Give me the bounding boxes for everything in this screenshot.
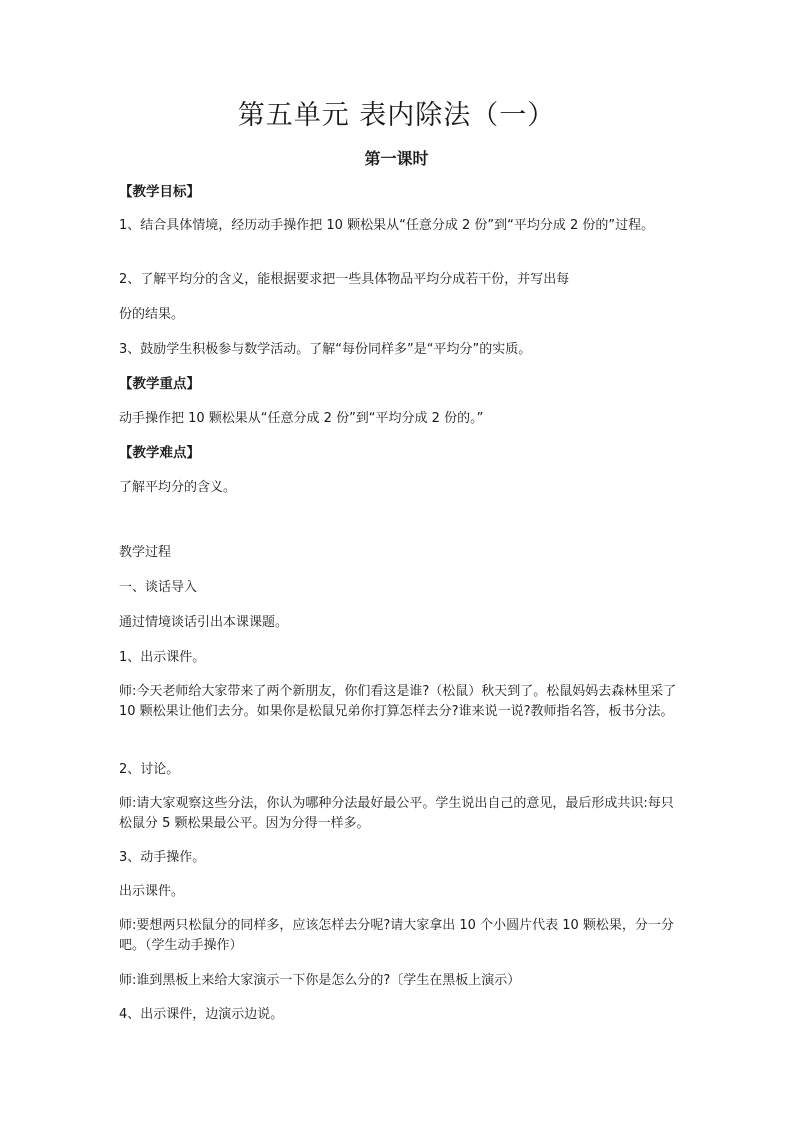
step-3: 3、动手操作。 (119, 850, 206, 865)
show-courseware: 出示课件。 (119, 884, 185, 899)
step-2: 2、讨论。 (119, 762, 180, 777)
section-1-heading: 一、谈话导入 (119, 580, 198, 595)
goals-heading: 【教学目标】 (119, 184, 200, 200)
teacher-paragraph-1: 师:今天老师给大家带来了两个新朋友，你们看这是谁?（松鼠）秋天到了。松鼠妈妈去森林里采了 10 颗松果让他们去分。如果你是松鼠兄弟你打算怎样去分?谁来说一说?教师指名答，板书分法。 (119, 684, 677, 719)
intro-text: 通过情境谈话引出本课课题。 (119, 615, 289, 630)
step-4: 4、出示课件，边演示边说。 (119, 1007, 284, 1022)
step-1: 1、出示课件。 (119, 650, 206, 665)
key-points-heading: 【教学重点】 (119, 376, 200, 392)
lesson-subtitle: 第一课时 (364, 149, 429, 168)
goal-2-line-1: 2、了解平均分的含义，能根据要求把一些具体物品平均分成若干份，并写出每 (119, 272, 570, 287)
teacher-paragraph-4: 师:谁到黑板上来给大家演示一下你是怎么分的?〔学生在黑板上演示） (119, 973, 521, 988)
difficulty-text: 了解平均分的含义。 (119, 480, 237, 495)
goal-3: 3、鼓励学生积极参与数学活动。了解“每份同样多”是“平均分”的实质。 (119, 342, 532, 357)
teacher-paragraph-3: 师:要想两只松鼠分的同样多，应该怎样去分呢?请大家拿出 10 个小圆片代表 10 颗松果，分一分吧。（学生动手操作） (119, 918, 674, 953)
teacher-paragraph-2: 师:请大家观察这些分法，你认为哪种分法最好最公平。学生说出自己的意见，最后形成共识:每只松鼠分 5 颗松果最公平。因为分得一样多。 (119, 796, 674, 831)
goal-1: 1、结合具体情境，经历动手操作把 10 颗松果从“任意分成 2 份”到“平均分成 2 份的”过程。 (119, 218, 655, 233)
goal-2-line-2: 份的结果。 (119, 307, 185, 322)
difficulty-heading: 【教学难点】 (119, 445, 200, 461)
page-title: 第五单元 表内除法（一） (237, 100, 556, 131)
process-heading: 教学过程 (119, 545, 172, 560)
key-points-text: 动手操作把 10 颗松果从“任意分成 2 份”到“平均分成 2 份的。” (119, 411, 484, 426)
